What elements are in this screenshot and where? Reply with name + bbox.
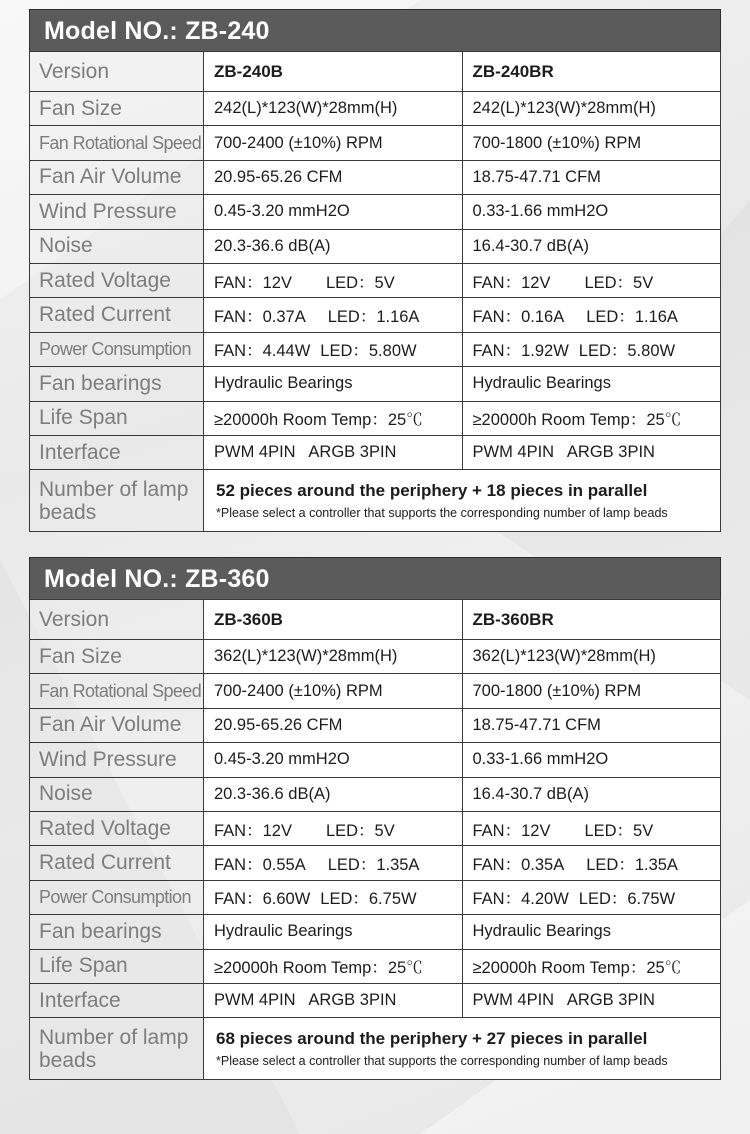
current-fan: FAN：0.37A	[214, 308, 306, 327]
spec-block-zb-360	[29, 557, 721, 1080]
row-bearings	[30, 915, 721, 949]
value-speed-2: 700-1800 (±10%) RPM	[462, 126, 721, 160]
value-speed-1: 700-2400 (±10%) RPM	[204, 126, 463, 160]
label-current: Rated Current	[30, 298, 204, 332]
value-voltage-2	[462, 811, 721, 845]
label-power: Power Consumption	[30, 332, 204, 366]
row-voltage	[30, 811, 721, 845]
current-fan: FAN：0.35A	[472, 856, 565, 875]
spec-table	[29, 51, 721, 532]
power-fan: FAN：4.44W	[214, 342, 311, 361]
row-noise	[30, 777, 721, 811]
voltage-led: LED：5V	[325, 821, 395, 840]
value-noise-1: 20.3-36.6 dB(A)	[204, 229, 463, 263]
row-interface	[30, 435, 721, 469]
value-interface-1: PWM 4PIN ARGB 3PIN	[204, 435, 463, 469]
label-wind-pressure: Wind Pressure	[30, 195, 204, 229]
value-voltage-2	[462, 263, 721, 297]
value-wind-pressure-1: 0.45-3.20 mmH2O	[204, 743, 463, 777]
value-current-1	[204, 298, 463, 332]
label-lamp-beads: Number of lamp beads	[30, 470, 204, 532]
label-current: Rated Current	[30, 846, 204, 880]
row-current	[30, 846, 721, 880]
value-fan-size-1: 242(L)*123(W)*28mm(H)	[204, 92, 463, 126]
model-header: Model NO.: ZB-240	[29, 9, 721, 51]
value-version-2: ZB-360BR	[462, 600, 721, 640]
value-noise-2: 16.4-30.7 dB(A)	[462, 777, 721, 811]
value-voltage-1	[204, 263, 463, 297]
voltage-led: LED：5V	[584, 821, 654, 840]
row-version	[30, 600, 721, 640]
voltage-fan: FAN：12V	[214, 821, 292, 840]
value-life-span-1: ≥20000h Room Temp：25℃	[204, 401, 463, 435]
value-current-2	[462, 298, 721, 332]
value-voltage-1	[204, 811, 463, 845]
current-led: LED：1.16A	[327, 308, 420, 327]
value-power-2	[462, 880, 721, 914]
value-bearings-2: Hydraulic Bearings	[462, 367, 721, 401]
power-led: LED：6.75W	[320, 890, 417, 909]
value-bearings-1: Hydraulic Bearings	[204, 367, 463, 401]
voltage-led: LED：5V	[325, 273, 395, 292]
label-fan-size: Fan Size	[30, 92, 204, 126]
value-wind-pressure-1: 0.45-3.20 mmH2O	[204, 195, 463, 229]
row-speed	[30, 674, 721, 708]
current-fan: FAN：0.16A	[472, 308, 565, 327]
value-life-span-1: ≥20000h Room Temp：25℃	[204, 949, 463, 983]
power-fan: FAN：1.92W	[472, 342, 569, 361]
label-noise: Noise	[30, 777, 204, 811]
power-fan: FAN：4.20W	[472, 890, 569, 909]
current-led: LED：1.16A	[586, 308, 678, 327]
label-bearings: Fan bearings	[30, 915, 204, 949]
value-fan-size-1: 362(L)*123(W)*28mm(H)	[204, 640, 463, 674]
row-air-volume	[30, 708, 721, 742]
label-wind-pressure: Wind Pressure	[30, 743, 204, 777]
value-air-volume-1: 20.95-65.26 CFM	[204, 708, 463, 742]
value-wind-pressure-2: 0.33-1.66 mmH2O	[462, 743, 721, 777]
row-noise	[30, 229, 721, 263]
label-voltage: Rated Voltage	[30, 263, 204, 297]
label-speed: Fan Rotational Speed	[30, 126, 204, 160]
voltage-fan: FAN：12V	[472, 821, 551, 840]
voltage-led: LED：5V	[584, 273, 654, 292]
value-version-1: ZB-240B	[204, 52, 463, 92]
value-interface-1: PWM 4PIN ARGB 3PIN	[204, 983, 463, 1017]
label-bearings: Fan bearings	[30, 367, 204, 401]
value-version-2: ZB-240BR	[462, 52, 721, 92]
row-speed	[30, 126, 721, 160]
lamp-beads-count: 52 pieces around the periphery + 18 pieces in parallel	[216, 481, 648, 501]
power-fan: FAN：6.60W	[214, 890, 311, 909]
label-life-span: Life Span	[30, 401, 204, 435]
power-led: LED：6.75W	[578, 890, 676, 909]
row-current	[30, 298, 721, 332]
power-led: LED：5.80W	[578, 342, 676, 361]
value-life-span-2: ≥20000h Room Temp：25℃	[462, 401, 721, 435]
value-power-1	[204, 880, 463, 914]
label-interface: Interface	[30, 435, 204, 469]
value-bearings-2: Hydraulic Bearings	[462, 915, 721, 949]
label-version: Version	[30, 52, 204, 92]
spec-block-zb-240	[29, 9, 721, 532]
model-header: Model NO.: ZB-360	[29, 557, 721, 599]
value-power-1	[204, 332, 463, 366]
row-lamp-beads	[30, 470, 721, 532]
label-life-span: Life Span	[30, 949, 204, 983]
value-version-1: ZB-360B	[204, 600, 463, 640]
row-fan-size	[30, 640, 721, 674]
voltage-fan: FAN：12V	[214, 273, 292, 292]
row-interface	[30, 983, 721, 1017]
value-speed-1: 700-2400 (±10%) RPM	[204, 674, 463, 708]
label-air-volume: Fan Air Volume	[30, 708, 204, 742]
label-fan-size: Fan Size	[30, 640, 204, 674]
label-voltage: Rated Voltage	[30, 811, 204, 845]
current-led: LED：1.35A	[586, 856, 678, 875]
spec-table	[29, 599, 721, 1080]
value-current-1	[204, 846, 463, 880]
row-life-span	[30, 401, 721, 435]
value-fan-size-2: 362(L)*123(W)*28mm(H)	[462, 640, 721, 674]
label-interface: Interface	[30, 983, 204, 1017]
row-wind-pressure	[30, 195, 721, 229]
label-noise: Noise	[30, 229, 204, 263]
row-version	[30, 52, 721, 92]
value-interface-2: PWM 4PIN ARGB 3PIN	[462, 983, 721, 1017]
value-power-2	[462, 332, 721, 366]
lamp-beads-count: 68 pieces around the periphery + 27 pieces in parallel	[216, 1029, 648, 1049]
current-fan: FAN：0.55A	[214, 856, 306, 875]
label-version: Version	[30, 600, 204, 640]
label-speed: Fan Rotational Speed	[30, 674, 204, 708]
value-current-2	[462, 846, 721, 880]
label-air-volume: Fan Air Volume	[30, 160, 204, 194]
value-speed-2: 700-1800 (±10%) RPM	[462, 674, 721, 708]
row-life-span	[30, 949, 721, 983]
value-interface-2: PWM 4PIN ARGB 3PIN	[462, 435, 721, 469]
label-lamp-beads: Number of lamp beads	[30, 1018, 204, 1080]
row-bearings	[30, 367, 721, 401]
value-air-volume-1: 20.95-65.26 CFM	[204, 160, 463, 194]
value-lamp-beads	[204, 1018, 721, 1080]
power-led: LED：5.80W	[320, 342, 417, 361]
value-noise-1: 20.3-36.6 dB(A)	[204, 777, 463, 811]
voltage-fan: FAN：12V	[472, 273, 551, 292]
value-wind-pressure-2: 0.33-1.66 mmH2O	[462, 195, 721, 229]
row-lamp-beads	[30, 1018, 721, 1080]
value-lamp-beads	[204, 470, 721, 532]
row-voltage	[30, 263, 721, 297]
value-fan-size-2: 242(L)*123(W)*28mm(H)	[462, 92, 721, 126]
value-bearings-1: Hydraulic Bearings	[204, 915, 463, 949]
row-wind-pressure	[30, 743, 721, 777]
value-air-volume-2: 18.75-47.71 CFM	[462, 160, 721, 194]
row-power	[30, 880, 721, 914]
value-air-volume-2: 18.75-47.71 CFM	[462, 708, 721, 742]
row-fan-size	[30, 92, 721, 126]
lamp-beads-note: *Please select a controller that supports the corresponding number of lamp beads	[216, 1054, 668, 1069]
lamp-beads-note: *Please select a controller that supports the corresponding number of lamp beads	[216, 506, 668, 521]
row-air-volume	[30, 160, 721, 194]
row-power	[30, 332, 721, 366]
current-led: LED：1.35A	[327, 856, 420, 875]
value-noise-2: 16.4-30.7 dB(A)	[462, 229, 721, 263]
label-power: Power Consumption	[30, 880, 204, 914]
value-life-span-2: ≥20000h Room Temp：25℃	[462, 949, 721, 983]
